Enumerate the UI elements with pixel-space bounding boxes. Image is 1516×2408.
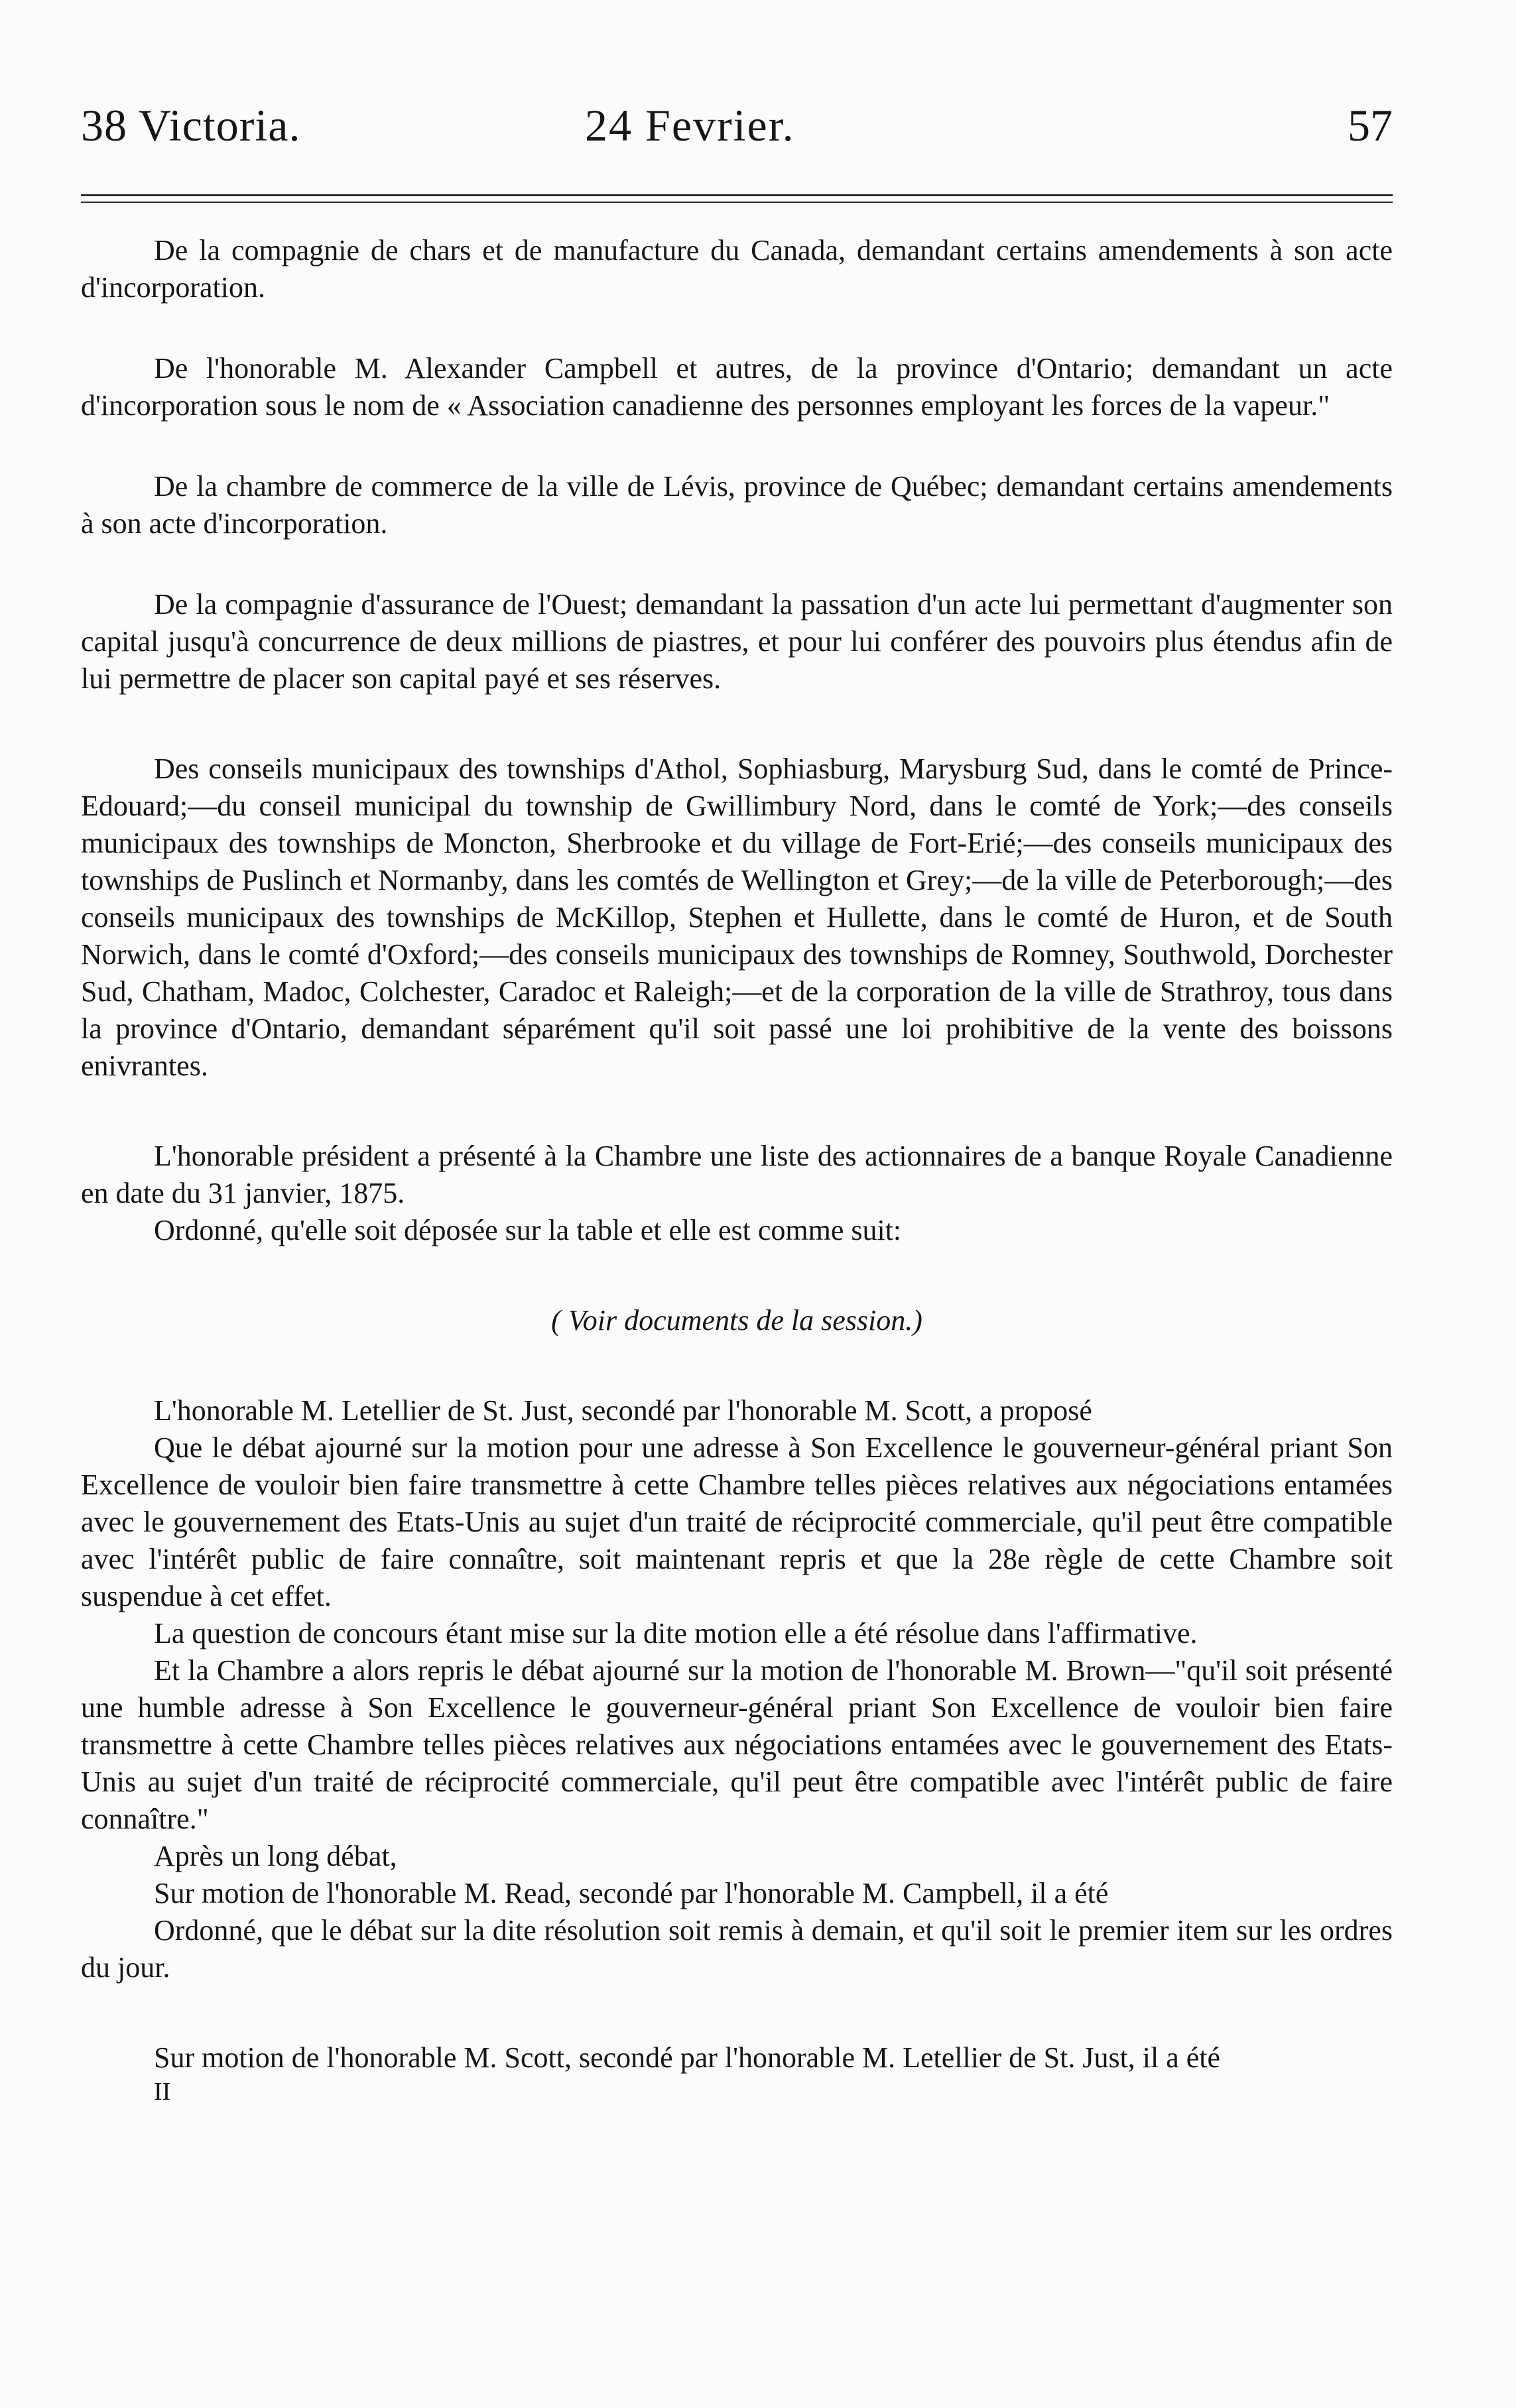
paragraph-brown-motion: Et la Chambre a alors repris le débat ajourné sur la motion de l'honorable M. Brown—"qu'il soit présenté une humble adresse à Son Excellence le gouverneur-général priant Son Excellence de vouloir bien faire transmettre à cette Chambre telles pièces relatives aux négociations entamées avec le gouvernement des Etats-Unis au sujet d'un traité de réciprocité commerciale, qu'il peut être compatible avec l'intérêt public de faire connaître." <box>81 1654 1393 1835</box>
paragraph-petition-levis: De la chambre de commerce de la ville de Lévis, province de Québec; demandant certains amendements à son acte d'incorporation. <box>81 470 1393 540</box>
date-label: 24 Fevrier. <box>585 100 795 150</box>
paragraph-read-motion: Sur motion de l'honorable M. Read, secondé par l'honorable M. Campbell, il a été <box>154 1877 1109 1909</box>
paragraph-ordonne-remis: Ordonné, que le débat sur la dite résolution soit remis à demain, et qu'il soit le premier item sur les ordres du jour. <box>81 1914 1393 1984</box>
paragraph-long-debate: Après un long débat, <box>154 1840 397 1872</box>
paragraph-petition-assurance: De la compagnie d'assurance de l'Ouest; demandant la passation d'un acte lui permettant d'augmenter son capital jusqu'à concurrence de deux millions de piastres, et pour lui conférer des pouvoirs plus étendus afin de lui permettre de placer son capital payé et ses réserves. <box>81 588 1393 695</box>
paragraph-letellier-proposal: L'honorable M. Letellier de St. Just, secondé par l'honorable M. Scott, a proposé <box>154 1394 1092 1427</box>
paragraph-ordonne-table: Ordonné, qu'elle soit déposée sur la table et elle est comme suit: <box>154 1214 902 1246</box>
header-rule-secondary <box>81 202 1393 203</box>
page-number: 57 <box>1348 100 1393 150</box>
header-rule <box>81 194 1393 196</box>
paragraph-debate-motion: Que le débat ajourné sur la motion pour une adresse à Son Excellence le gouverneur-général priant Son Excellence de vouloir bien faire transmettre à cette Chambre telles pièces relatives aux négociations entamées avec le gouvernement des Etats-Unis au sujet d'un traité de réciprocité commerciale, qu'il peut être compatible avec l'intérêt public de faire connaître, soit maintenant repris et que la 28e règle de cette Chambre soit suspendue à cet effet. <box>81 1431 1393 1612</box>
session-label: 38 Victoria. <box>81 100 301 150</box>
paragraph-scott-motion: Sur motion de l'honorable M. Scott, secondé par l'honorable M. Letellier de St. Just, il a été <box>154 2041 1221 2074</box>
paragraph-petition-canada-cars: De la compagnie de chars et de manufacture du Canada, demandant certains amendements à son acte d'incorporation. <box>81 234 1393 304</box>
body-text <box>81 232 1393 2107</box>
signature-mark: II <box>154 2078 171 2106</box>
paragraph-petition-municipal: Des conseils municipaux des townships d'Athol, Sophiasburg, Marysburg Sud, dans le comté de Prince-Edouard;—du conseil municipal du township de Gwillimbury Nord, dans le comté de York;—des conseils municipaux des townships de Moncton, Sherbrooke et du village de Fort-Erié;—des conseils municipaux des townships de Puslinch et Normanby, dans les comtés de Wellington et Grey;—de la ville de Peterborough;—des conseils municipaux des townships de McKillop, Stephen et Hullette, dans le comté de Huron, et de South Norwich, dans le comté d'Oxford;—des conseils municipaux des townships de Romney, Southwold, Dorchester Sud, Chatham, Madoc, Colchester, Caradoc et Raleigh;—et de la corporation de la ville de Strathroy, tous dans la province d'Ontario, demandant séparément qu'il soit passé une loi prohibitive de la vente des boissons enivrantes. <box>81 752 1393 1082</box>
page-header <box>81 99 1393 172</box>
paragraph-president-list: L'honorable président a présenté à la Chambre une liste des actionnaires de a banque Royale Canadienne en date du 31 janvier, 1875. <box>81 1140 1393 1209</box>
paragraph-concours: La question de concours étant mise sur la dite motion elle a été résolue dans l'affirmative. <box>154 1617 1198 1650</box>
voir-documents: ( Voir documents de la session.) <box>551 1304 922 1337</box>
paragraph-petition-campbell: De l'honorable M. Alexander Campbell et autres, de la province d'Ontario; demandant un acte d'incorporation sous le nom de « Association canadienne des personnes employant les forces de la vapeur." <box>81 352 1393 422</box>
